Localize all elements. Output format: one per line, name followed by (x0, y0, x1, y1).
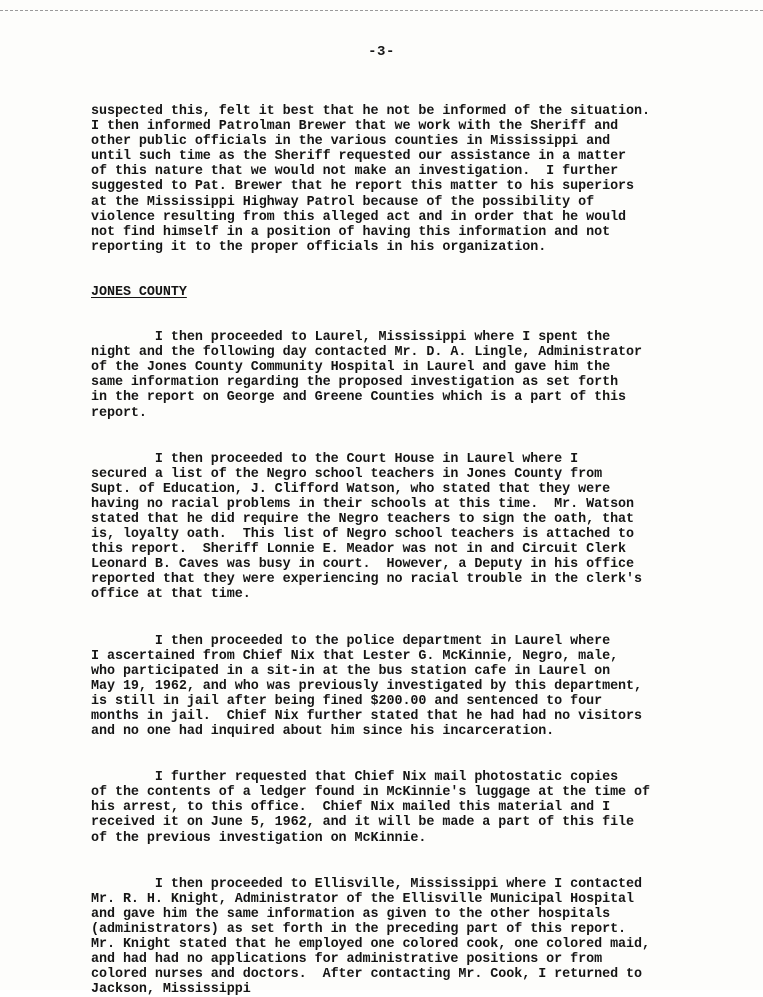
spacer (91, 255, 731, 285)
text-line: received it on June 5, 1962, and it will be made a part of this file (91, 815, 635, 831)
text-line: May 19, 1962, and who was previously investigated by this department, (91, 678, 643, 694)
text-line: violence resulting from this alleged act and in order that he would (91, 209, 627, 225)
text-line: and no one had inquired about him since his incarceration. (91, 724, 555, 740)
text-line: is still in jail after being fined $200.00 and sentenced to four (91, 693, 603, 709)
paragraph-1 (91, 104, 731, 255)
paragraph-4 (91, 634, 731, 740)
text-line: of the previous investigation on McKinnie. (91, 830, 427, 846)
text-line: (administrators) as set forth in the preceding part of this report. (91, 921, 627, 937)
text-line: months in jail. Chief Nix further stated that he had had no visitors (91, 709, 643, 724)
text-line: and had had no applications for administrative positions or from (91, 952, 603, 968)
paragraph-3 (91, 452, 731, 603)
text-line: I then proceeded to the Court House in Laurel where I (91, 451, 579, 467)
text-line: who participated in a sit-in at the bus station cafe in Laurel on (91, 663, 611, 679)
text-line: reporting it to the proper officials in his organization. (91, 239, 547, 255)
text-line: office at that time. (91, 587, 251, 603)
text-line: having no racial problems in their schools at this time. Mr. Watson (91, 496, 635, 512)
document-body (91, 104, 731, 997)
text-line: is, loyalty oath. This list of Negro school teachers is attached to (91, 527, 635, 543)
text-line: colored nurses and doctors. After contacting Mr. Cook, I returned to (91, 967, 643, 983)
text-line: stated that he did require the Negro teachers to sign the oath, that (91, 511, 635, 527)
text-line: Supt. of Education, J. Clifford Watson, who stated that they were (91, 481, 611, 497)
text-line: his arrest, to this office. Chief Nix mailed this material and I (91, 800, 611, 816)
text-line: this report. Sheriff Lonnie E. Meador was not in and Circuit Clerk (91, 542, 627, 558)
text-line: I then proceeded to Laurel, Mississippi where I spent the (91, 330, 611, 346)
text-line: of this nature that we would not make an investigation. I further (91, 164, 619, 180)
paragraph-6 (91, 877, 731, 997)
text-line: and gave him the same information as given to the other hospitals (91, 906, 611, 922)
top-edge-rule (0, 10, 763, 11)
text-line: Jackson, Mississippi (91, 982, 251, 997)
text-line: until such time as the Sheriff requested our assistance in a matter (91, 149, 627, 165)
spacer (91, 421, 731, 452)
text-line: suggested to Pat. Brewer that he report this matter to his superiors (91, 179, 635, 195)
text-line: not find himself in a position of having this information and not (91, 224, 611, 240)
text-line: suspected this, felt it best that he not be informed of the situation. (91, 104, 650, 119)
text-line: secured a list of the Negro school teachers in Jones County from (91, 466, 603, 482)
text-line: of the Jones County Community Hospital in Laurel and gave him the (91, 360, 611, 376)
text-line: I then informed Patrolman Brewer that we work with the Sheriff and (91, 119, 619, 135)
text-line: in the report on George and Greene Counties which is a part of this (91, 390, 627, 406)
text-line: Mr. R. H. Knight, Administrator of the Ellisville Municipal Hospital (91, 891, 635, 907)
spacer (91, 739, 731, 770)
text-line: reported that they were experiencing no racial trouble in the clerk's (91, 572, 643, 588)
paragraph-2 (91, 330, 731, 421)
text-line: I then proceeded to Ellisville, Mississippi where I contacted (91, 876, 643, 892)
text-line: I further requested that Chief Nix mail photostatic copies (91, 770, 619, 786)
text-line: I ascertained from Chief Nix that Lester G. McKinnie, Negro, male, (91, 648, 619, 664)
spacer (91, 603, 731, 634)
text-line: at the Mississippi Highway Patrol because of the possibility of (91, 194, 595, 210)
text-line: other public officials in the various counties in Mississippi and (91, 134, 611, 150)
section-heading: JONES COUNTY (91, 284, 187, 300)
text-line: of the contents of a ledger found in McKinnie's luggage at the time of (91, 785, 650, 801)
spacer (91, 846, 731, 877)
text-line: Mr. Knight stated that he employed one colored cook, one colored maid, (91, 937, 650, 953)
text-line: same information regarding the proposed investigation as set forth (91, 375, 619, 391)
text-line: Leonard B. Caves was busy in court. However, a Deputy in his office (91, 557, 635, 573)
text-line: I then proceeded to the police department in Laurel where (91, 633, 611, 649)
spacer (91, 300, 731, 330)
page-number: -3- (368, 44, 395, 60)
text-line: report. (91, 405, 147, 421)
paragraph-5 (91, 770, 731, 845)
text-line: night and the following day contacted Mr. D. A. Lingle, Administrator (91, 345, 643, 361)
